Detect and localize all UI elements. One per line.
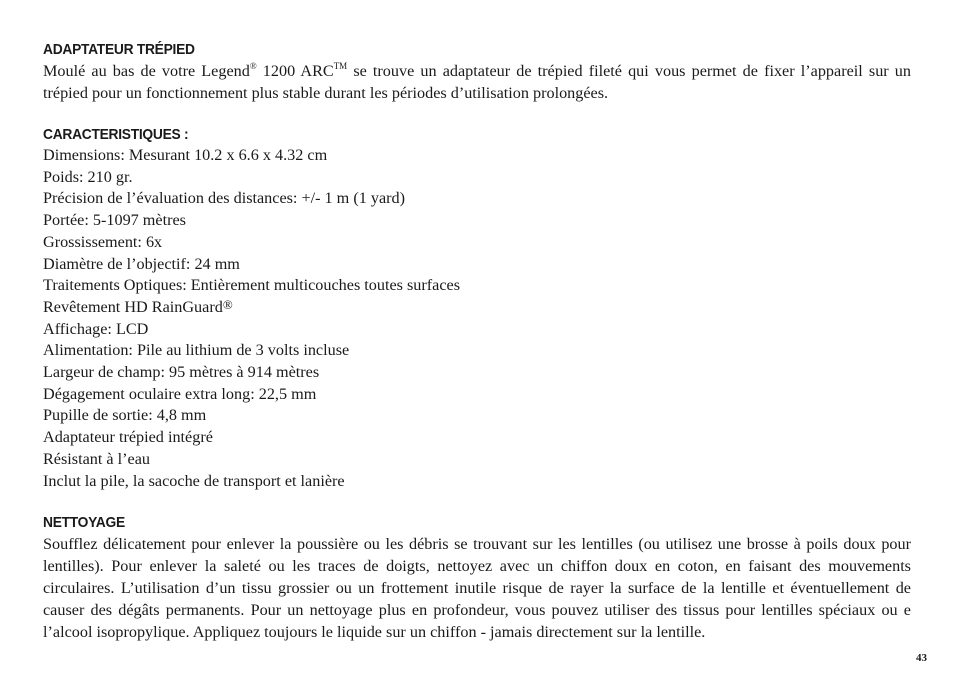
section-gap bbox=[43, 104, 911, 125]
section-gap bbox=[43, 492, 911, 513]
spec-item: Dimensions: Mesurant 10.2 x 6.6 x 4.32 cm bbox=[43, 146, 328, 164]
cleaning-paragraph: Soufflez délicatement pour enlever la poussière ou les débris se trouvant sur les lentilles (ou utilisez une brosse à poils doux pour lentilles). Pour enlever la saleté ou les traces de doigts, nettoyez avec un chiffon doux en coton, en faisant des mouvements circulaires. L’utilisation d’un tissu grossier ou un frottement inutile risque de rayer la surface de la lentille et éventuellement de causer des dégâts permanents. Pour un nettoyage plus en profondeur, vous pouvez utiliser des tissus pour lentilles spéciaux ou e l’alcool isopropylique. Appliquez toujours le liquide sur un chiffon - jamais directement sur la lentille. bbox=[43, 535, 911, 642]
spec-item: Résistant à l’eau bbox=[43, 449, 150, 468]
tripod-heading: ADAPTATEUR TRÉPIED bbox=[43, 41, 195, 58]
spec-item-rainguard bbox=[43, 297, 911, 319]
registered-mark: ® bbox=[222, 296, 233, 312]
tripod-text-model: 1200 ARC bbox=[256, 62, 334, 80]
registered-mark: ® bbox=[249, 61, 257, 71]
spec-item: Grossissement: 6x bbox=[43, 232, 163, 251]
tripod-text-start: Moulé au bas de votre Legend bbox=[43, 62, 250, 80]
specs-heading: CARACTERISTIQUES : bbox=[43, 126, 189, 143]
spec-item: Pupille de sortie: 4,8 mm bbox=[43, 406, 207, 425]
spec-item: Dégagement oculaire extra long: 22,5 mm bbox=[43, 384, 317, 403]
document-page bbox=[43, 40, 911, 643]
spec-item: Largeur de champ: 95 mètres à 914 mètres bbox=[43, 363, 320, 382]
spec-item: Poids: 210 gr. bbox=[43, 167, 133, 186]
cleaning-section bbox=[43, 513, 911, 643]
spec-item: Précision de l’évaluation des distances: +/- 1 m (1 yard) bbox=[43, 189, 406, 208]
trademark-mark: TM bbox=[333, 61, 348, 71]
tripod-paragraph bbox=[43, 60, 911, 104]
rainguard-text: Revêtement HD RainGuard bbox=[43, 297, 223, 316]
spec-item: Affichage: LCD bbox=[43, 319, 149, 338]
spec-item: Traitements Optiques: Entièrement multicouches toutes surfaces bbox=[43, 276, 461, 295]
specs-section bbox=[43, 125, 911, 492]
page-number: 43 bbox=[916, 652, 927, 664]
cleaning-heading: NETTOYAGE bbox=[43, 514, 125, 532]
tripod-section bbox=[43, 40, 911, 104]
tripod-text-end: se trouve un adaptateur de trépied fileté qui vous permet de fixer l’appareil sur un trépied pour un fonctionnement plus stable durant les périodes d’utilisation prolongées. bbox=[43, 62, 911, 102]
spec-item: Alimentation: Pile au lithium de 3 volts incluse bbox=[43, 341, 350, 360]
spec-item: Adaptateur trépied intégré bbox=[43, 428, 213, 447]
spec-item: Inclut la pile, la sacoche de transport et lanière bbox=[43, 471, 345, 490]
specs-list bbox=[43, 145, 911, 492]
spec-item: Diamètre de l’objectif: 24 mm bbox=[43, 254, 240, 273]
spec-item: Portée: 5-1097 mètres bbox=[43, 211, 186, 230]
